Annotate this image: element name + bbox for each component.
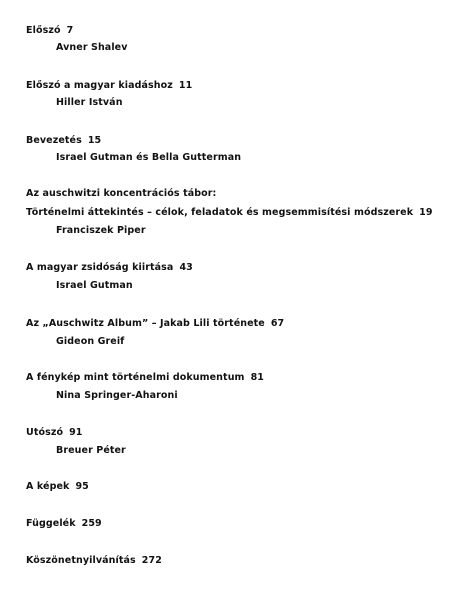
toc-entry-author: Avner Shalev xyxy=(56,42,128,53)
toc-entry-title xyxy=(26,427,83,439)
toc-entry-title xyxy=(26,555,162,567)
toc-entry-author: Breuer Péter xyxy=(56,445,126,456)
toc-entry-title xyxy=(26,318,284,330)
toc-entry-author: Gideon Greif xyxy=(56,336,125,347)
toc-entry-author: Nina Springer-Aharoni xyxy=(56,390,178,401)
toc-entry-title xyxy=(26,372,264,384)
toc-page-number: 81 xyxy=(250,372,264,383)
toc-page-number: 43 xyxy=(179,262,193,273)
toc-page-number: 11 xyxy=(178,80,193,91)
toc-title-text: A képek xyxy=(26,481,70,492)
toc-title-text: Utószó xyxy=(26,427,64,438)
toc-entry-title xyxy=(26,262,193,274)
toc-entry-title xyxy=(26,135,101,147)
toc-entry-title xyxy=(26,80,192,92)
toc-entry-author: Israel Gutman xyxy=(56,280,133,291)
toc-page-number: 67 xyxy=(270,318,285,329)
toc-entry-title xyxy=(26,25,73,37)
toc-entry-title-line1: Az auschwitzi koncentrációs tábor: xyxy=(26,188,217,199)
toc-entry-title xyxy=(26,207,433,219)
toc-page-number: 15 xyxy=(87,135,102,146)
toc-page-number: 19 xyxy=(419,207,433,218)
toc-title-text: A magyar zsidóság kiirtása xyxy=(26,262,174,273)
toc-page-number: 95 xyxy=(75,481,89,492)
toc-title-text: A fénykép mint történelmi dokumentum xyxy=(26,372,245,383)
toc-page-number: 259 xyxy=(81,518,102,529)
toc-entry-title xyxy=(26,518,102,530)
toc-entry-title xyxy=(26,481,89,493)
toc-title-text: Történelmi áttekintés – célok, feladatok és megsemmisítési módszerek xyxy=(26,207,414,218)
toc-title-text: Köszönetnyilvánítás xyxy=(26,555,136,566)
toc-entry-author: Franciszek Piper xyxy=(56,225,146,236)
toc-title-text: Bevezetés xyxy=(26,135,82,146)
toc-title-text: Előszó xyxy=(26,25,61,36)
toc-title-text: Az „Auschwitz Album” – Jakab Lili története xyxy=(26,318,265,329)
toc-page-number: 91 xyxy=(69,427,83,438)
toc-entry-author: Hiller István xyxy=(56,97,123,108)
toc-page-number: 272 xyxy=(141,555,162,566)
toc-title-text: Függelék xyxy=(26,518,76,529)
toc-entry-author: Israel Gutman és Bella Gutterman xyxy=(56,152,242,163)
toc-title-text: Előszó a magyar kiadáshoz xyxy=(26,80,173,91)
toc-page-number: 7 xyxy=(66,25,74,36)
